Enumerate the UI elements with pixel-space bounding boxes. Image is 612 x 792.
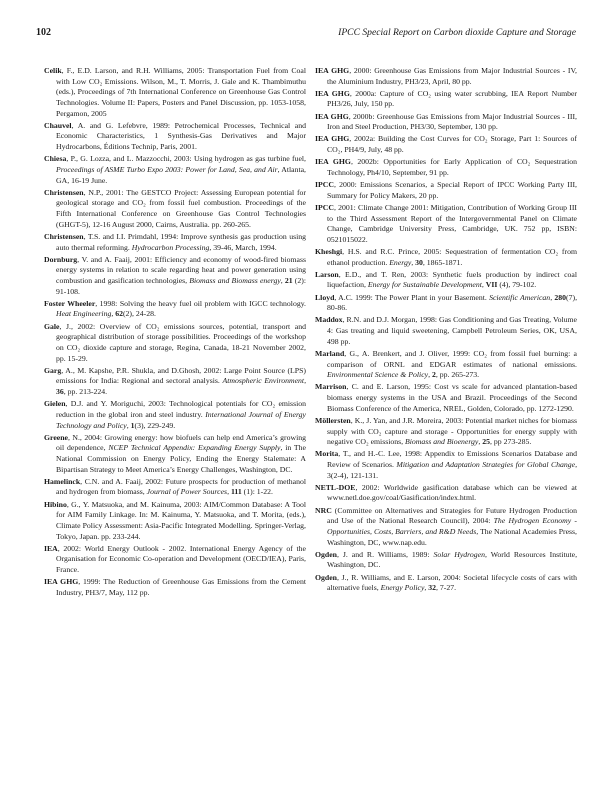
reference-source-title: Solar Hydrogen: [433, 549, 485, 559]
reference-entry: [315, 506, 577, 549]
reference-text: ,: [478, 437, 483, 447]
reference-text: (3), 229-249.: [134, 420, 176, 430]
running-title: IPCC Special Report on Carbon dioxide Capture and Storage: [338, 27, 576, 38]
reference-author: IEA GHG: [315, 66, 350, 75]
reference-author: IEA GHG: [315, 134, 350, 144]
reference-author: Greene: [44, 432, 68, 442]
reference-text: ,: [428, 370, 432, 380]
reference-text: ,: [550, 292, 555, 302]
reference-text: , 1999: The Reduction of Greenhouse Gas Emissions from the Cement Industry, PH3/7, May, 112 pp.: [56, 577, 306, 597]
reference-source-title: NCEP Technical Appendix: Expanding Energy Supply: [108, 443, 281, 453]
reference-entry: [315, 349, 577, 381]
reference-author: IEA GHG: [315, 157, 351, 167]
reference-text: ,: [126, 420, 131, 430]
reference-entry: [315, 315, 577, 347]
reference-source-title: Biomass and Bioenergy: [405, 437, 479, 447]
reference-text: (2), 24-28.: [122, 309, 156, 319]
reference-author: Hibino: [44, 499, 67, 509]
reference-text: (1): 1-22.: [241, 487, 273, 497]
reference-source-title: Heat Engineering: [56, 309, 112, 319]
reference-author: Chiesa: [44, 154, 67, 164]
reference-entry: [315, 416, 577, 448]
references-left-column: [44, 66, 306, 600]
reference-volume: VII: [485, 280, 498, 290]
reference-author: IEA: [44, 543, 58, 553]
reference-text: , pp 273-285.: [490, 437, 532, 447]
reference-text: , pp. 213-224.: [63, 387, 108, 397]
reference-entry: [315, 483, 577, 504]
reference-entry: [44, 500, 306, 543]
page-header: [36, 27, 576, 43]
reference-volume: 36: [56, 387, 64, 397]
reference-text: , D.J. and Y. Moriguchi, 2003: Technological potentials for CO₂ emission reduction in the global iron and steel industry.: [56, 399, 306, 419]
reference-volume: 30: [415, 257, 423, 267]
reference-text: , 1865-1871.: [422, 257, 463, 267]
reference-volume: 280: [554, 292, 567, 302]
reference-text: , A. and G. Lefebvre, 1989: Petrochemical Processes, Technical and Economic Characteristics, 1 Synthesis-Gas Derivatives and Major Hydrocarbons, Éditions Technip, Paris, 2001.: [56, 120, 306, 152]
reference-author: Foster Wheeler: [44, 298, 96, 308]
reference-text: , pp. 265-273.: [435, 370, 480, 380]
reference-entry: [44, 188, 306, 231]
reference-source-title: Journal of Power Sources: [146, 487, 228, 497]
reference-source-title: Energy: [389, 257, 412, 267]
reference-volume: 32: [428, 583, 437, 593]
reference-source-title: Energy for Sustainable Development: [367, 280, 482, 290]
reference-entry: [44, 433, 306, 476]
references-right-column: [315, 66, 577, 595]
reference-author: Ogden: [315, 572, 337, 582]
reference-source-title: Environmental Science & Policy: [327, 370, 429, 380]
reference-entry: [315, 382, 577, 414]
reference-text: , in The National Commission on Energy Policy, Ending the Energy Stalemate: A Bipartisan Strategy to Meet America’s Energy Challenges, Washington, DC.: [56, 443, 306, 474]
reference-text: , E.D., and T. Ren, 2003: Synthetic fuels production by indirect coal liquefaction,: [327, 269, 577, 290]
reference-source-title: The Hydrogen Economy - Opportunities, Costs, Barriers, and R&D Needs: [327, 516, 577, 536]
reference-volume: 1: [130, 420, 135, 430]
reference-text: , C.N. and A. Faaij, 2002: Future prospects for production of methanol and hydrogen from biomass,: [56, 476, 306, 497]
reference-author: NRC: [315, 505, 332, 515]
reference-source-title: Biomass and Biomass energy: [189, 275, 281, 285]
reference-author: Gielen: [44, 399, 66, 409]
reference-text: , N.P., 2001: The GESTCO Project: Assessing European potential for geological storage and CO₂ from fossil fuel combustion. Proceedings of the Fifth International Conference on Greenhouse Gas Control Technologies (GHGT-5), 12-16 August 2000, Cairns, Australia. pp. 260-265.: [56, 187, 306, 229]
reference-text: , Atlanta, GA, 16-19 June.: [56, 164, 306, 185]
reference-text: , 2002: Worldwide gasification database which can be viewed at www.netl.doe.gov/coal/Gasification/index.html.: [327, 482, 577, 503]
reference-volume: 21: [284, 275, 293, 285]
reference-entry: [44, 255, 306, 298]
reference-source-title: Scientific American: [489, 292, 551, 302]
reference-author: Garg: [44, 365, 62, 375]
reference-source-title: Atmospheric Environment: [222, 376, 305, 386]
reference-text: (4), 79-102.: [497, 280, 537, 290]
reference-entry: [315, 203, 577, 246]
reference-source-title: Energy Policy: [380, 583, 425, 593]
reference-entry: [315, 134, 577, 155]
reference-volume: 2: [431, 370, 436, 380]
reference-text: ,: [481, 280, 486, 290]
reference-author: Ogden: [315, 549, 337, 559]
reference-author: IEA GHG: [315, 111, 349, 121]
reference-entry: [315, 449, 577, 481]
reference-text: , 2002: World Energy Outlook - 2002. International Energy Agency of the Organisation for Economic Co-operation and Development (OECD/IEA), Paris, France.: [56, 543, 306, 575]
reference-entry: [44, 399, 306, 431]
reference-text: , A., M. Kapshe, P.R. Shukla, and D.Ghosh, 2002: Large Point Source (LPS) emissions for India: Regional and sectoral analysis.: [56, 365, 306, 386]
reference-entry: [315, 157, 577, 178]
reference-entry: [315, 247, 577, 268]
reference-text: ,: [280, 275, 285, 285]
reference-text: , V. and A. Faaij, 2001: Efficiency and economy of wood-fired biomass energy systems in relation to scale regarding heat and power generation using combustion and gasification technologies,: [56, 254, 306, 285]
reference-text: , 2000: Emissions Scenarios, a Special Report of IPCC Working Party III, Summary for Policy Makers, 20 pp.: [327, 180, 577, 200]
reference-author: Chauvel: [44, 120, 72, 130]
reference-author: Hamelinck: [44, 476, 81, 486]
reference-author: Kheshgi: [315, 247, 343, 256]
reference-entry: [44, 154, 306, 186]
reference-text: , World Resources Institute, Washington, DC.: [327, 549, 577, 570]
reference-author: Gale: [44, 321, 60, 331]
reference-entry: [315, 66, 577, 87]
reference-source-title: Hydrocarbon Processing: [131, 242, 210, 252]
reference-text: , 1998: Solving the heavy fuel oil problem with IGCC technology.: [95, 298, 306, 308]
reference-author: IPCC: [315, 202, 334, 212]
reference-entry: [44, 232, 306, 253]
reference-text: , P., G. Lozza, and L. Mazzocchi, 2003: Using hydrogen as gas turbine fuel,: [66, 154, 306, 164]
reference-author: Dornburg: [44, 254, 78, 264]
reference-text: , The National Academies Press, Washington, DC, www.nap.edu.: [327, 526, 577, 547]
page-number: 102: [36, 27, 51, 38]
reference-author: IEA GHG: [44, 577, 79, 587]
reference-text: ,: [304, 376, 307, 386]
reference-source-title: Mitigation and Adaptation Strategies for Global Change: [396, 459, 576, 469]
reference-author: Christensen: [44, 231, 84, 241]
reference-source-title: Proceedings of ASME Turbo Expo 2003: Power for Land, Sea, and Air: [56, 164, 278, 174]
reference-text: ,: [424, 583, 429, 593]
reference-text: , A.C. 1999: The Power Plant in your Basement.: [334, 292, 490, 302]
reference-text: (2): 91-108.: [56, 275, 306, 296]
reference-text: , J., 2002: Overview of CO₂ emissions sources, potential, transport and geographical distribution of storage possibilities. Proceedings of the workshop on CO₂ dioxide capture and storage, Regina, Canada, 18-21 November 2002, pp. 15-29.: [56, 321, 306, 363]
reference-text: , 39-46, March, 1994.: [209, 242, 277, 252]
reference-entry: [315, 89, 577, 110]
reference-entry: [315, 112, 577, 133]
reference-text: ,: [411, 257, 416, 267]
reference-entry: [315, 550, 577, 571]
reference-text: , G., Y. Matsuoka, and M. Kainuma, 2003: AIM/Common Database: A Tool for AIM Family Linkage. In: M. Kainuma, Y. Matsuoka, and T. Morita, (eds.), Climate Policy Assessment: Asia-Pacific Integrated Modelling. Springer-Verlag, Tokyo, Japan. pp. 233-244.: [56, 499, 306, 541]
reference-text: , J. and R. Williams, 1989:: [336, 549, 434, 559]
reference-author: Lloyd: [315, 292, 335, 302]
reference-entry: [315, 180, 577, 201]
reference-text: , F., E.D. Larson, and R.H. Williams, 2005: Transportation Fuel from Coal with Low CO₂ Emissions. Wilson, M., T. Morris, J. Gale and K. Thambimuthu (eds.), Proceedings of 7th International Conference on Greenhouse Gas Control Technologies. Volume II: Papers, Posters and Panel Discussion, pp. 1053-1058, Pergamon, 2005: [56, 66, 306, 118]
reference-text: ,: [227, 487, 231, 497]
reference-entry: [315, 270, 577, 291]
reference-text: (Committee on Alternatives and Strategies for Future Hydrogen Production and Use of the National Research Council), 2004:: [327, 505, 577, 526]
reference-author: IEA GHG: [315, 88, 350, 98]
reference-author: Morita: [315, 449, 339, 459]
reference-entry: [315, 573, 577, 594]
reference-text: , G., A. Brenkert, and J. Oliver, 1999: CO₂ from fossil fuel burning: a comparison of ORNL and EDGAR estimates of national emissions.: [327, 348, 577, 369]
reference-author: Marland: [315, 348, 345, 358]
reference-entry: [44, 477, 306, 498]
reference-text: (7), 80-86.: [327, 292, 578, 313]
reference-entry: [44, 121, 306, 153]
reference-author: NETL-DOE: [315, 482, 356, 492]
reference-entry: [315, 293, 577, 314]
reference-volume: 25: [482, 437, 490, 447]
reference-author: Marrison: [315, 382, 347, 392]
reference-author: Möllersten: [315, 415, 351, 425]
reference-entry: [44, 366, 306, 398]
reference-text: , 7-27.: [436, 583, 457, 593]
reference-entry: [44, 322, 306, 365]
reference-source-title: International Journal of Energy Technology and Policy: [56, 409, 306, 430]
reference-author: Celik: [44, 66, 62, 75]
reference-text: , H.S. and R.C. Prince, 2005: Sequestration of fermentation CO₂ from ethanol production.: [327, 247, 577, 267]
reference-entry: [44, 577, 306, 598]
reference-text: , 2000a: Capture of CO₂ using water scrubbing, IEA Report Number PH3/26, July, 150 pp.: [327, 88, 577, 109]
reference-text: , 3(2-4), 121-131.: [327, 459, 577, 480]
reference-text: , T., and H.-C. Lee, 1998: Appendix to Emissions Scenarios Database and Review of Scenarios.: [327, 449, 577, 469]
reference-text: , 2002a: Building the Cost Curves for CO₂ Storage, Part 1: Sources of CO₂, PH4/9, July, 48 pp.: [327, 134, 577, 155]
reference-entry: [44, 299, 306, 320]
reference-text: , 2002b: Opportunities for Early Application of CO₂ Sequestration Technology, Ph4/10, September, 91 pp.: [327, 157, 577, 177]
reference-author: Larson: [315, 269, 339, 279]
reference-text: , K., J. Yan, and J.R. Moreira, 2003: Potential market niches for biomass supply with CO₂ capture and storage - Opportunities for energy supply with negative CO₂ emissions,: [327, 415, 577, 447]
reference-text: ,: [111, 309, 116, 319]
reference-text: , R.N. and D.J. Morgan, 1998: Gas Conditioning and Gas Treating, Volume 4: Gas treating and liquid sweetening, Campbell Petroleum Series, OK, USA, 498 pp.: [327, 315, 577, 346]
reference-text: , N., 2004: Growing energy: how biofuels can help end America’s growing oil dependence,: [56, 432, 306, 453]
reference-entry: [44, 544, 306, 576]
reference-text: , 2000: Greenhouse Gas Emissions from Major Industrial Sources - IV, the Aluminium Industry, PH3/23, April, 80 pp.: [327, 66, 577, 86]
reference-text: , C. and E. Larson, 1995: Cost vs scale for advanced plantation-based biomass energy systems in the USA and Brazil. Proceedings of the Second Biomass Conference of the America, NREL, Golden, Colorado, pp. 1272-1290.: [327, 382, 577, 413]
reference-text: , 2001: Climate Change 2001: Mitigation, Contribution of Working Group III to the Third Assessment Report of the Intergovernmental Panel on Climate Change, Cambridge University Press, Cambridge, UK. 752 pp, ISBN: 0521015022.: [327, 202, 577, 244]
reference-author: Christensen: [44, 187, 84, 197]
reference-author: Maddox: [315, 315, 343, 325]
reference-volume: 111: [230, 487, 242, 497]
reference-text: , 2000b: Greenhouse Gas Emissions from Major Industrial Sources - III, Iron and Steel Production, PH3/30, September, 130 pp.: [327, 111, 577, 132]
reference-text: , T.S. and I.I. Primdahl, 1994: Improve synthesis gas production using auto thermal reforming.: [56, 231, 306, 252]
reference-entry: [44, 66, 306, 119]
reference-author: IPCC: [315, 180, 334, 190]
reference-volume: 62: [115, 309, 123, 319]
reference-text: , J., R. Williams, and E. Larson, 2004: Societal lifecycle costs of cars with alternative fuels,: [327, 572, 577, 593]
